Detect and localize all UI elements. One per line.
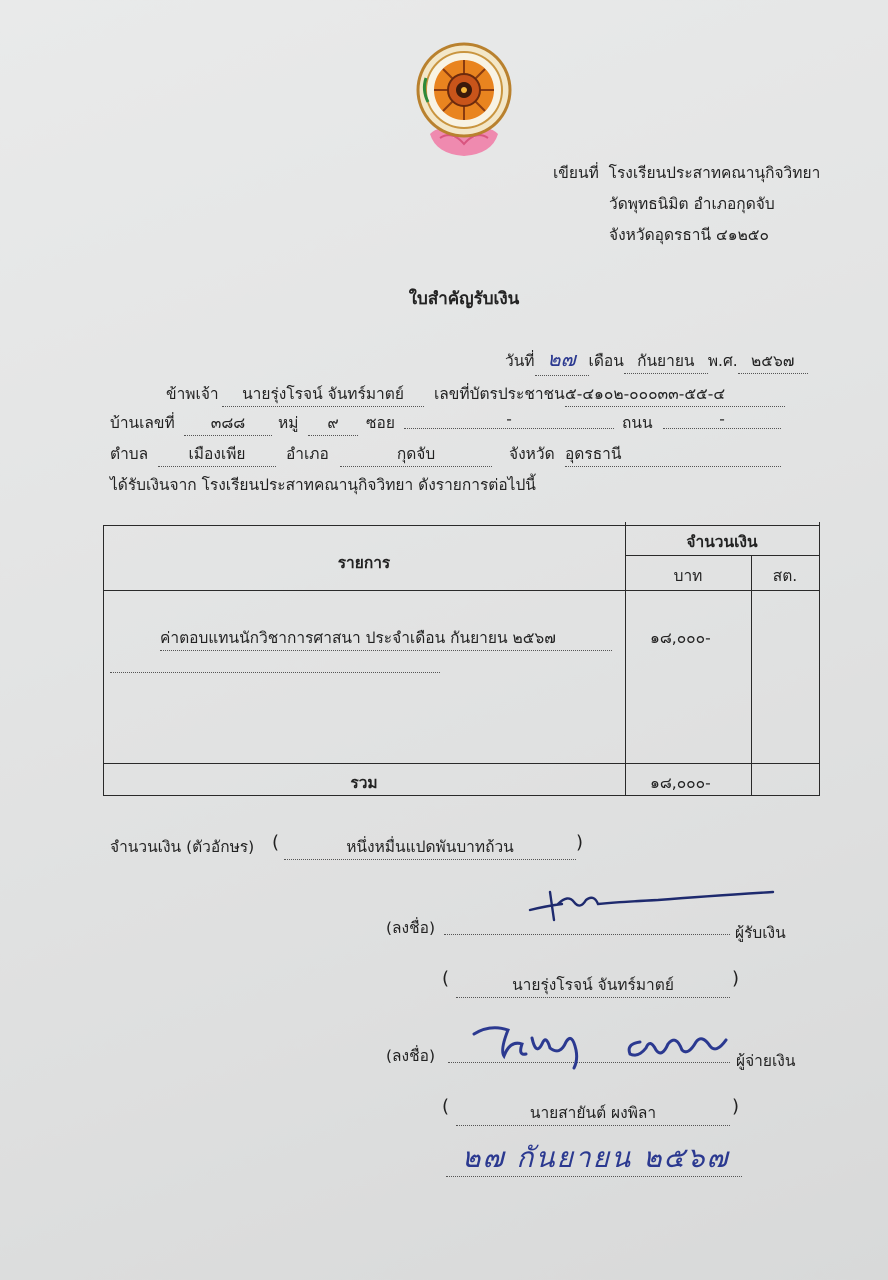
soi-label: ซอย	[366, 414, 395, 432]
receiver-close-paren: )	[732, 968, 740, 989]
year-label: พ.ศ.	[707, 352, 738, 370]
amphoe-label: อำเภอ	[286, 445, 329, 463]
amount-words-close-paren: )	[576, 832, 584, 853]
school-seal-logo	[412, 38, 516, 162]
moo-value: ๙	[308, 410, 358, 436]
payer-open-paren: (	[442, 1096, 450, 1117]
table-row-baht: ๑๘,๐๐๐-	[650, 629, 711, 647]
total-baht: ๑๘,๐๐๐-	[650, 774, 711, 792]
tambon-value: เมืองเพีย	[158, 441, 276, 467]
handwritten-date: ๒๗ กันยายน ๒๕๖๗	[462, 1141, 730, 1174]
amount-words-label: จำนวนเงิน (ตัวอักษร)	[110, 838, 255, 856]
road-label: ถนน	[622, 414, 653, 432]
house-value: ๓๘๘	[184, 410, 272, 436]
amount-words-open-paren: (	[272, 832, 280, 853]
date-line	[505, 343, 808, 376]
soi-value: -	[404, 410, 614, 429]
day-label: วันที่	[505, 352, 535, 370]
payer-signature-image	[470, 1020, 732, 1072]
amphoe-value: กุดจับ	[340, 441, 492, 467]
col-item-header: รายการ	[337, 554, 391, 572]
document-title: ใบสำคัญรับเงิน	[408, 289, 520, 309]
table-row-blank-line	[110, 672, 440, 673]
month-label: เดือน	[588, 352, 624, 370]
moo-label: หมู่	[278, 414, 299, 432]
address-line-3: จังหวัดอุดรธานี ๔๑๒๕๐	[609, 226, 770, 244]
province-value: อุดรธานี	[565, 441, 781, 467]
col-satang-header: สต.	[772, 567, 798, 585]
written-at-label: เขียนที่	[553, 164, 599, 182]
receiver-signature-image	[528, 884, 778, 924]
payer-role: ผู้จ่ายเงิน	[736, 1052, 796, 1070]
payer-name: นายสายันต์ ผงพิลา	[456, 1100, 730, 1126]
address-line-2: วัดพุทธนิมิต อำเภอกุดจับ	[609, 195, 775, 213]
month-value: กันยายน	[624, 348, 708, 374]
receiver-signature-line	[444, 934, 730, 935]
handwritten-date-line	[446, 1176, 742, 1177]
receiver-name: นายรุ่งโรจน์ จันทร์มาตย์	[456, 972, 730, 998]
col-baht-header: บาท	[673, 567, 703, 585]
total-label: รวม	[350, 774, 378, 792]
day-value: ๒๗	[535, 343, 589, 376]
id-value: ๕-๔๑๐๒-๐๐๐๓๓-๕๕-๔	[565, 381, 785, 407]
id-label: เลขที่บัตรประชาชน	[434, 385, 565, 403]
receiver-role: ผู้รับเงิน	[735, 924, 786, 942]
school-name: โรงเรียนประสาทคณานุกิจวิทยา	[608, 164, 821, 182]
house-label: บ้านเลขที่	[110, 414, 175, 432]
amount-words-value: หนึ่งหมื่นแปดพันบาทถ้วน	[284, 834, 576, 860]
province-label: จังหวัด	[509, 445, 555, 463]
received-text: ได้รับเงินจาก โรงเรียนประสาทคณานุกิจวิทยา ดังรายการต่อไปนี้	[110, 476, 536, 494]
payee-name: นายรุ่งโรจน์ จันทร์มาตย์	[222, 381, 424, 407]
payer-close-paren: )	[732, 1096, 740, 1117]
written-at-line	[553, 160, 820, 185]
payer-sign-label: (ลงชื่อ)	[386, 1047, 435, 1065]
year-value: ๒๕๖๗	[738, 348, 808, 374]
i-label: ข้าพเจ้า	[166, 385, 219, 403]
tambon-label: ตำบล	[110, 445, 149, 463]
receiver-open-paren: (	[442, 968, 450, 989]
road-value: -	[663, 410, 781, 429]
table-row-item: ค่าตอบแทนนักวิชาการศาสนา ประจำเดือน กันยายน ๒๕๖๗	[160, 625, 612, 651]
col-amount-header: จำนวนเงิน	[686, 533, 758, 551]
receiver-sign-label: (ลงชื่อ)	[386, 919, 435, 937]
